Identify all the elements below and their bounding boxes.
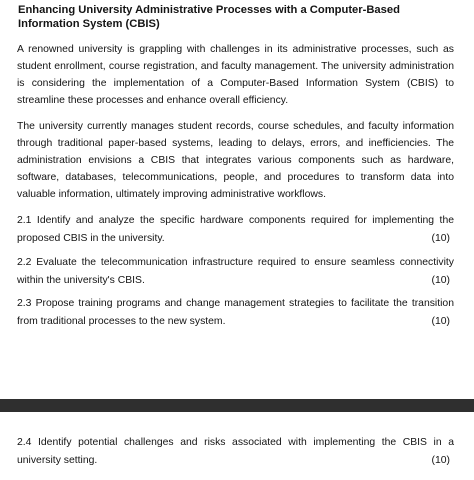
document-title: Enhancing University Administrative Processes with a Computer-Based Information System (CBIS)	[18, 4, 400, 30]
question-marks: (10)	[431, 232, 450, 244]
question-2-3	[17, 295, 454, 330]
question-marks: (10)	[431, 315, 450, 327]
question-marks: (10)	[431, 274, 450, 286]
intro-paragraph: A renowned university is grappling with challenges in its administrative processes, such as student enrollment, course registration, and faculty management. The university administration is considering the implementation of a Computer-Based Information System (CBIS) to streamline these processes and enhance overall efficiency.	[17, 44, 454, 106]
question-2-1	[17, 212, 454, 247]
question-text: 2.4 Identify potential challenges and risks associated with implementing the CBIS in a university setting.	[17, 437, 454, 466]
page-break-divider	[0, 399, 474, 412]
question-text: 2.1 Identify and analyze the specific hardware components required for implementing the proposed CBIS in the university.	[17, 215, 454, 244]
question-2-4	[17, 434, 454, 469]
question-text: 2.2 Evaluate the telecommunication infrastructure required to ensure seamless connectivity within the university's CBIS.	[17, 257, 454, 286]
context-paragraph: The university currently manages student records, course schedules, and faculty information through traditional paper-based systems, leading to delays, errors, and inefficiencies. The administration envisions a CBIS that integrates various components such as hardware, software, databases, telecommunications, people, and procedures to transform data into valuable information, ultimately improving administrative workflows.	[17, 121, 454, 200]
question-text: 2.3 Propose training programs and change management strategies to facilitate the transition from traditional processes to the new system.	[17, 298, 454, 327]
question-marks: (10)	[431, 454, 450, 466]
question-2-2	[17, 254, 454, 289]
